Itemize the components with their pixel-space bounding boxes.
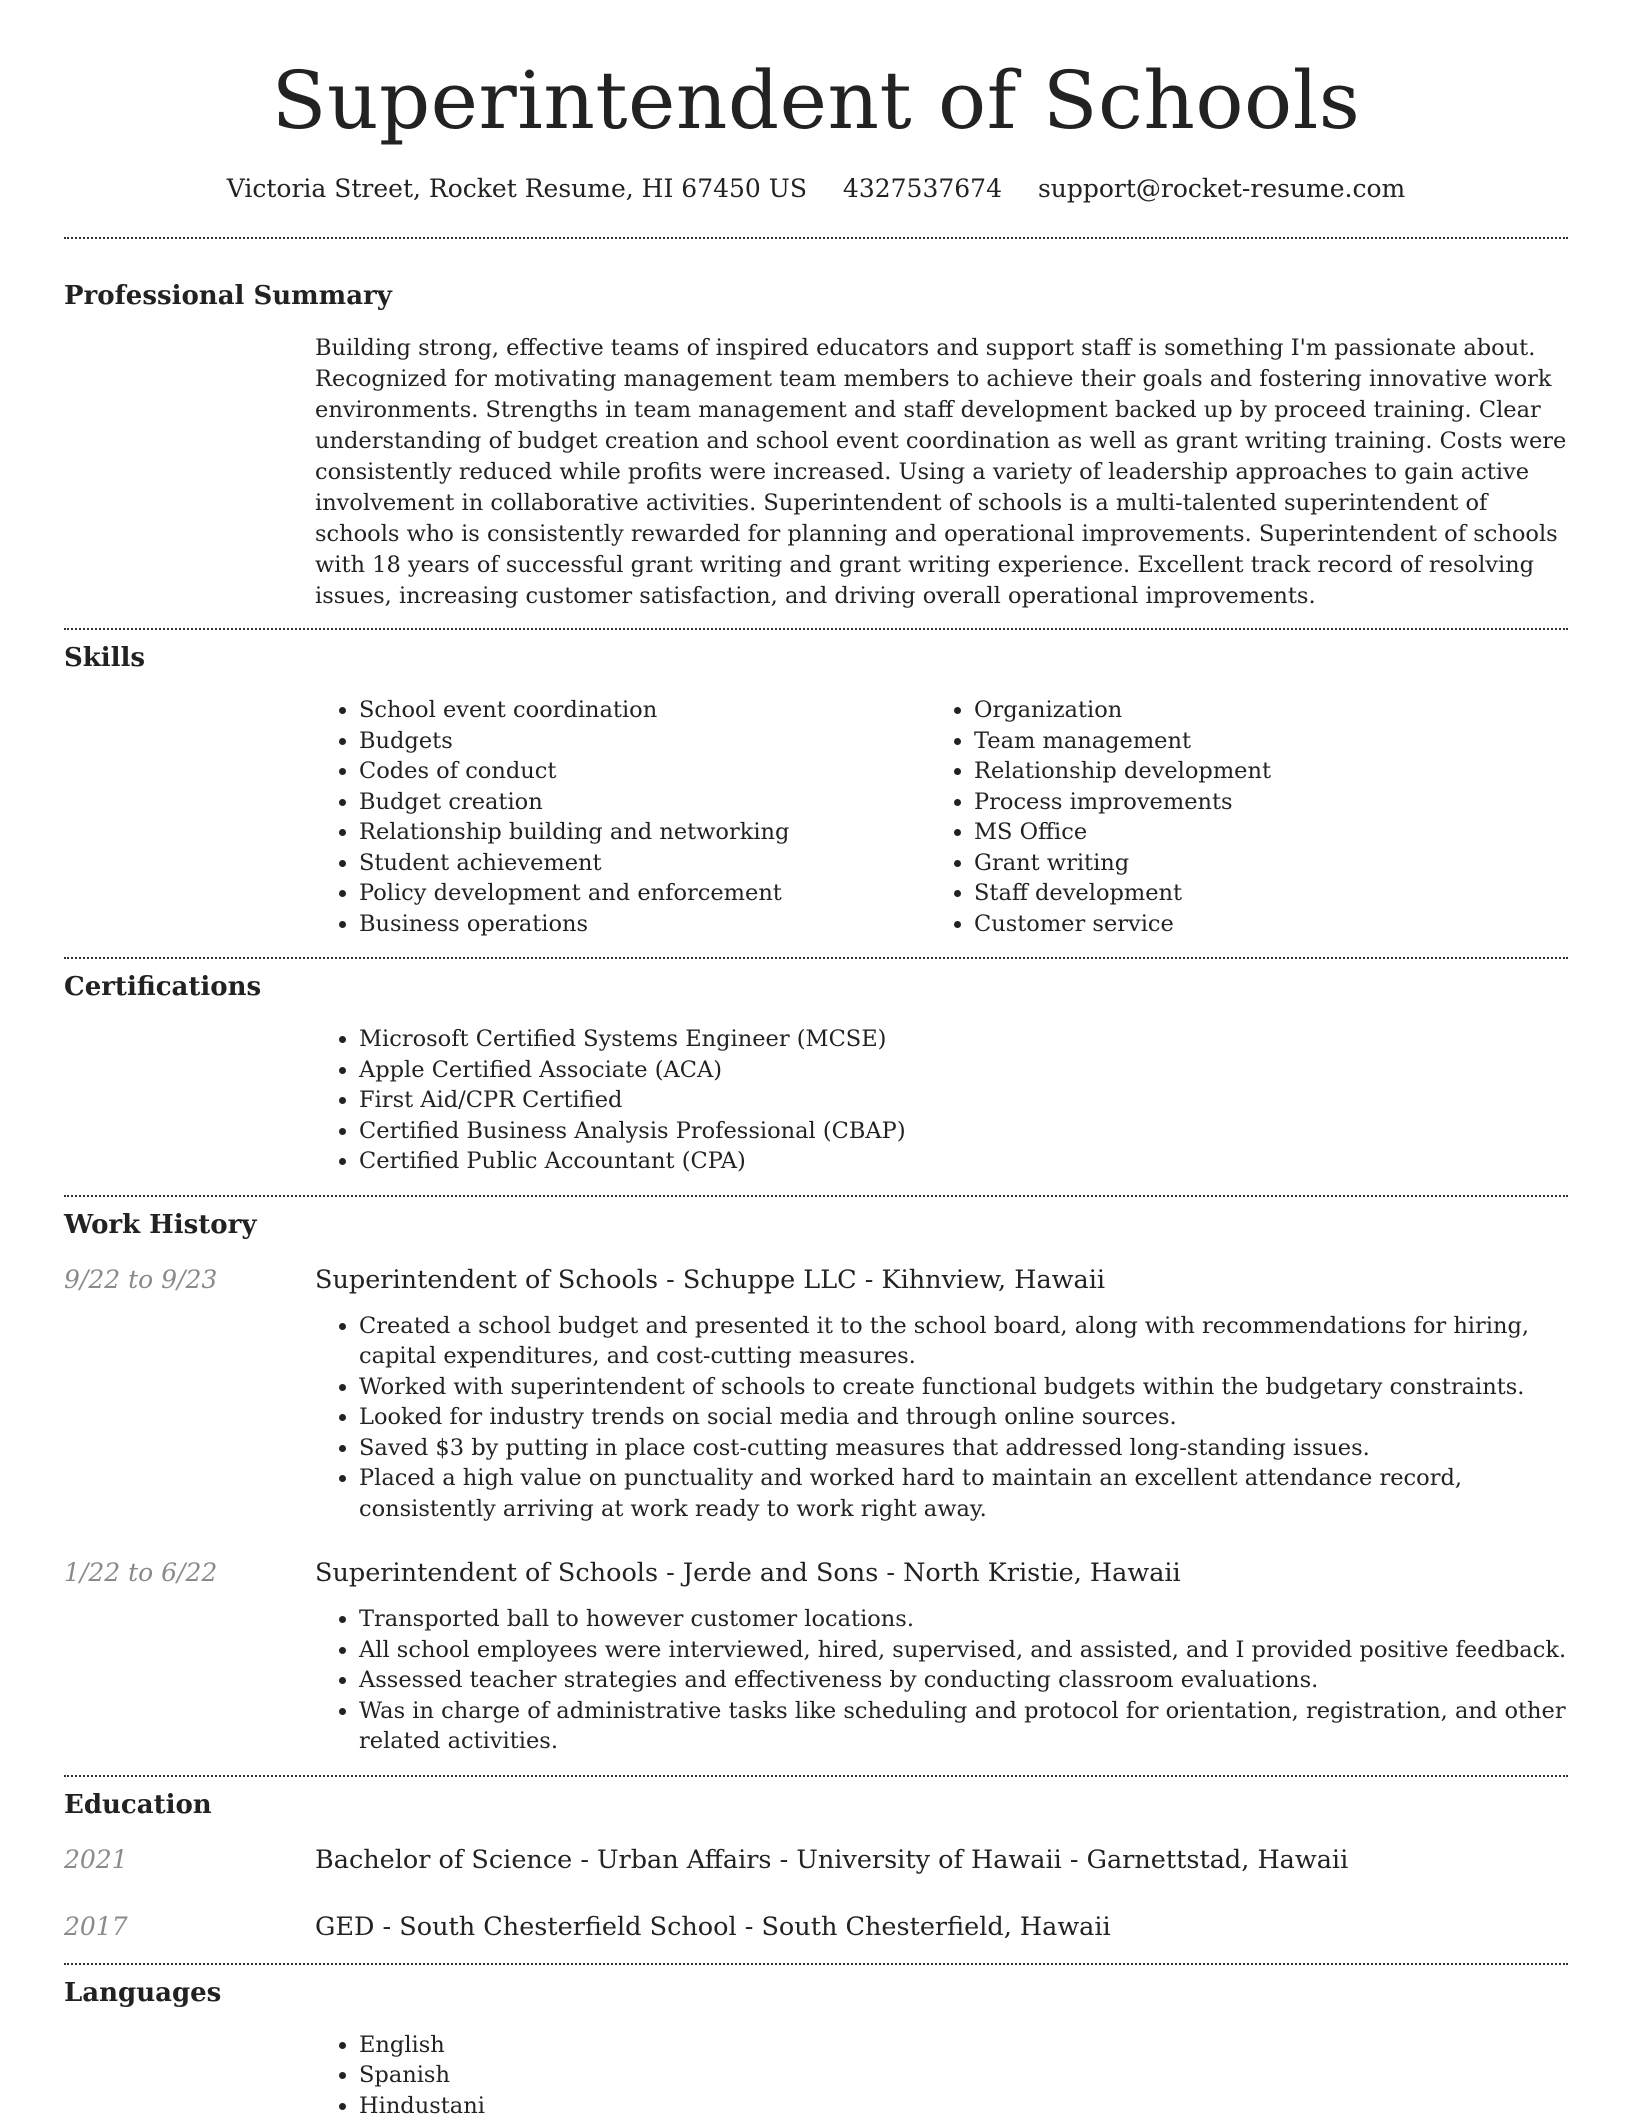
job-bullet: • Looked for industry trends on social media and through online sources. (359, 1402, 1568, 1433)
education-heading: GED - South Chesterfield School - South Chesterfield, Hawaii (315, 1910, 1111, 1944)
contact-address: Victoria Street, Rocket Resume, HI 67450 US (227, 174, 807, 203)
skill-item: • Team management (974, 726, 1545, 757)
certification-item: • Certified Public Accountant (CPA) (359, 1146, 1568, 1177)
skill-item: • Organization (974, 695, 1545, 726)
skill-item: • Grant writing (974, 848, 1545, 879)
skills-section (64, 641, 1568, 939)
skill-item: • Customer service (974, 909, 1545, 940)
resume-page (64, 0, 1568, 2121)
job-heading: Superintendent of Schools - Jerde and Sons - North Kristie, Hawaii (315, 1556, 1181, 1590)
skill-item: • Staff development (974, 878, 1545, 909)
contact-info (64, 172, 1568, 206)
section-title-work-history: Work History (64, 1208, 1568, 1242)
work-history-section (64, 1208, 1568, 1757)
skill-item: • Student achievement (359, 848, 930, 879)
skill-item: • Budgets (359, 726, 930, 757)
job-date: 1/22 to 6/22 (64, 1556, 315, 1590)
section-title-summary: Professional Summary (64, 279, 1568, 313)
job-bullet: • Placed a high value on punctuality and worked hard to maintain an excellent attendance record, consistently arriving at work ready to work right away. (359, 1463, 1568, 1524)
job-bullet: • Was in charge of administrative tasks like scheduling and protocol for orientation, registration, and other related activities. (359, 1696, 1568, 1757)
section-title-education: Education (64, 1788, 1568, 1822)
skill-item: • Business operations (359, 909, 930, 940)
contact-phone: 4327537674 (843, 174, 1002, 203)
job-bullet: • Saved $3 by putting in place cost-cutting measures that addressed long-standing issues. (359, 1433, 1568, 1464)
section-divider (64, 957, 1568, 959)
education-date: 2017 (64, 1910, 315, 1944)
section-title-skills: Skills (64, 641, 1568, 675)
certification-item: • Apple Certified Associate (ACA) (359, 1055, 1568, 1086)
skills-column-right (930, 695, 1545, 939)
job-entry (64, 1263, 1568, 1525)
contact-email[interactable]: support@rocket-resume.com (1038, 174, 1405, 203)
section-divider (64, 1195, 1568, 1197)
candidate-name: Superintendent of Schools (64, 0, 1568, 150)
education-entry (64, 1910, 1568, 1944)
certification-item: • Certified Business Analysis Professional (CBAP) (359, 1116, 1568, 1147)
language-item: • English (359, 2030, 1568, 2061)
education-date: 2021 (64, 1843, 315, 1877)
skill-item: • Budget creation (359, 787, 930, 818)
section-divider (64, 1963, 1568, 1965)
job-entry (64, 1556, 1568, 1757)
education-heading: Bachelor of Science - Urban Affairs - University of Hawaii - Garnettstad, Hawaii (315, 1843, 1348, 1877)
section-title-languages: Languages (64, 1976, 1568, 2010)
language-item: • Hindustani (359, 2091, 1568, 2121)
skill-item: • Process improvements (974, 787, 1545, 818)
section-divider (64, 1775, 1568, 1777)
job-date: 9/22 to 9/23 (64, 1263, 315, 1297)
certifications-section (64, 970, 1568, 1177)
skills-column-left (315, 695, 930, 939)
skill-item: • Relationship building and networking (359, 817, 930, 848)
summary-section (64, 279, 1568, 612)
skill-item: • Codes of conduct (359, 756, 930, 787)
certification-item: • First Aid/CPR Certified (359, 1085, 1568, 1116)
skill-item: • MS Office (974, 817, 1545, 848)
job-bullet: • Worked with superintendent of schools to create functional budgets within the budgetary constraints. (359, 1372, 1568, 1403)
certification-item: • Microsoft Certified Systems Engineer (MCSE) (359, 1024, 1568, 1055)
education-entry (64, 1843, 1568, 1877)
job-bullet: • Assessed teacher strategies and effectiveness by conducting classroom evaluations. (359, 1665, 1568, 1696)
skill-item: • Policy development and enforcement (359, 878, 930, 909)
skill-item: • Relationship development (974, 756, 1545, 787)
section-divider (64, 628, 1568, 630)
language-item: • Spanish (359, 2060, 1568, 2091)
job-bullet: • Created a school budget and presented it to the school board, along with recommendations for hiring, capital expenditures, and cost-cutting measures. (359, 1311, 1568, 1372)
education-section (64, 1788, 1568, 1944)
summary-text: Building strong, effective teams of inspired educators and support staff is something I'm passionate about. Recognized for motivating management team members to achieve their goals and fostering innovative work environments. Strengths in team management and staff development backed up by proceed training. Clear understanding of budget creation and school event coordination as well as grant writing training. Costs were consistently reduced while profits were increased. Using a variety of leadership approaches to gain active involvement in collaborative activities. Superintendent of schools is a multi-talented superintendent of schools who is consistently rewarded for planning and operational improvements. Superintendent of schools with 18 years of successful grant writing and grant writing experience. Excellent track record of resolving issues, increasing customer satisfaction, and driving overall operational improvements. (315, 333, 1568, 612)
section-divider (64, 237, 1568, 239)
languages-section (64, 1976, 1568, 2121)
job-bullet: • Transported ball to however customer locations. (359, 1604, 1568, 1635)
section-title-certifications: Certifications (64, 970, 1568, 1004)
job-bullet: • All school employees were interviewed, hired, supervised, and assisted, and I provided positive feedback. (359, 1635, 1568, 1666)
skill-item: • School event coordination (359, 695, 930, 726)
job-heading: Superintendent of Schools - Schuppe LLC - Kihnview, Hawaii (315, 1263, 1105, 1297)
